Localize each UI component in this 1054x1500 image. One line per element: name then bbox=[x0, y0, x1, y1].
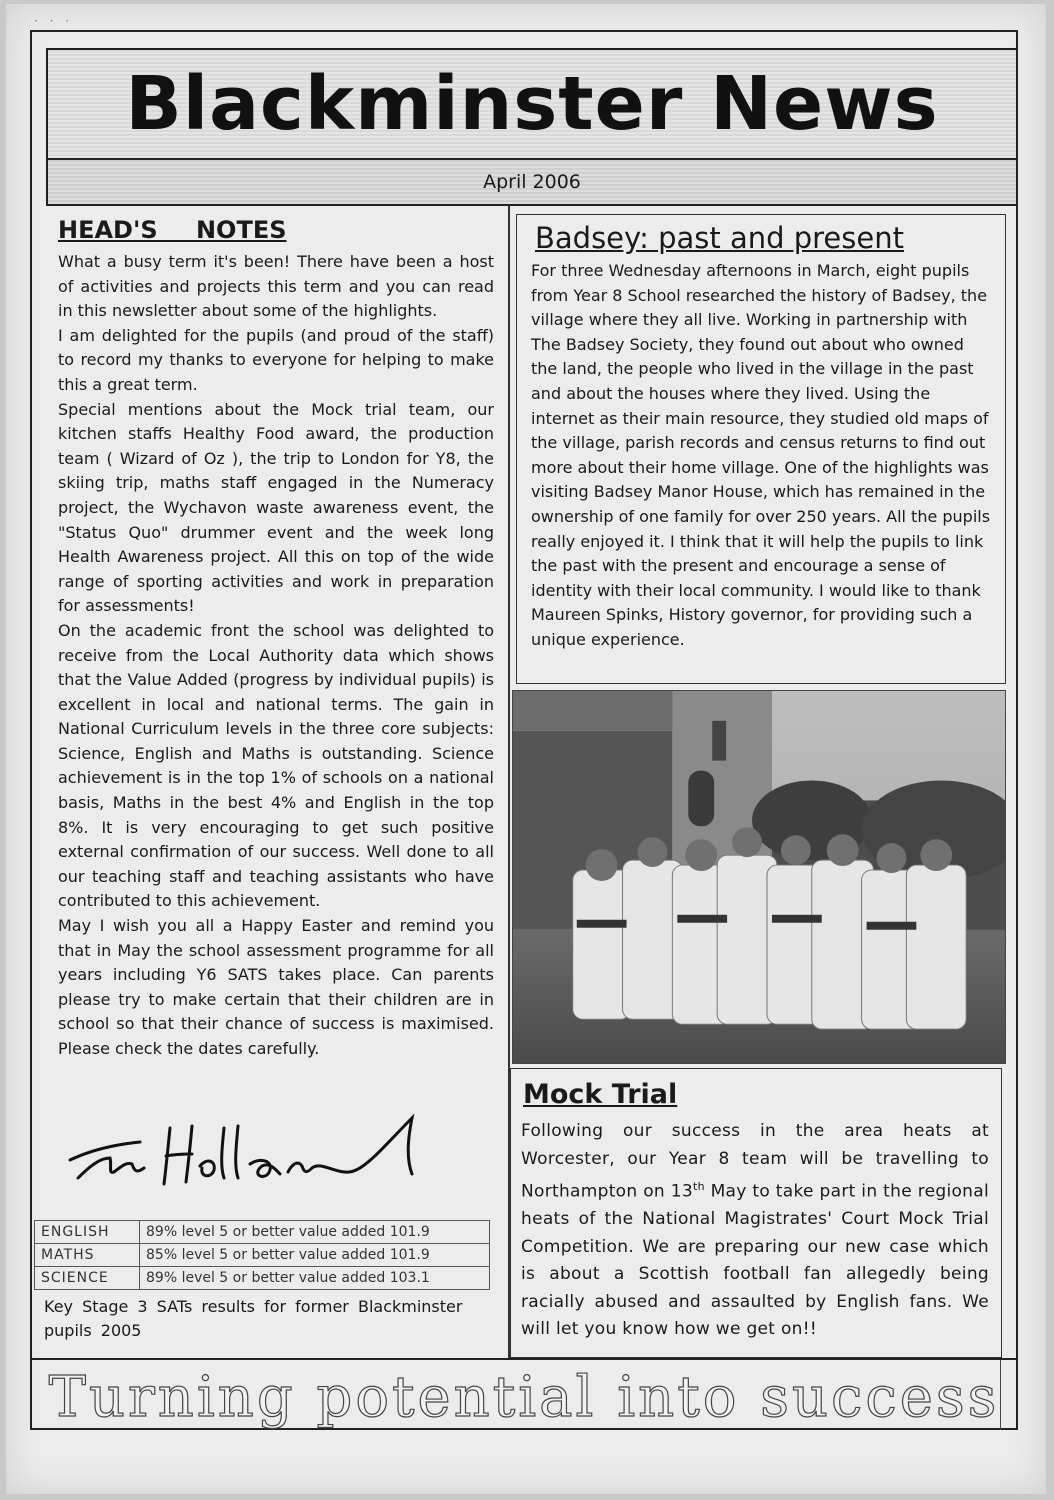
mock-trial-body bbox=[521, 1118, 989, 1344]
mock-trial-text: May to take part in the regional heats of the National Magistrates' Court Mock Trial Competition. We are preparing our new case which is about a Scottish football fan allegedly being racially abused and assaulted by English fans. We will let you know how we get on!! bbox=[521, 1181, 989, 1340]
heads-notes-paragraph: Special mentions about the Mock trial team, our kitchen staffs Healthy Food award, the production team ( Wizard of Oz ), the trip to London for Y8, the skiing trip, maths staff engaged in the Numeracy project, the Wychavon waste awareness event, the "Status Quo" drummer event and the week long Health Awareness project. All this on top of the wide range of sporting activities and work in preparation for assessments! bbox=[58, 399, 494, 616]
result-cell: 89% level 5 or better value added 103.1 bbox=[140, 1267, 490, 1290]
results-caption: Key Stage 3 SATs results for former Blackminster pupils 2005 bbox=[44, 1297, 463, 1340]
motto-band bbox=[30, 1358, 1018, 1430]
pupils-church-photo bbox=[512, 690, 1006, 1064]
date-suffix: th bbox=[692, 1180, 705, 1193]
mock-trial-article bbox=[510, 1068, 1002, 1358]
headteacher-signature bbox=[40, 1108, 480, 1198]
table-row bbox=[35, 1244, 490, 1267]
table-row bbox=[35, 1267, 490, 1290]
subject-cell: ENGLISH bbox=[35, 1221, 140, 1244]
heads-notes-body bbox=[58, 250, 494, 1062]
mock-trial-text: Following our success in the area heats at Worcester, our Year 8 team will be travelling to Northampton on 13 bbox=[521, 1121, 989, 1202]
newsletter-title: Blackminster News bbox=[125, 61, 939, 147]
heads-notes-section bbox=[58, 216, 494, 1062]
result-cell: 85% level 5 or better value added 101.9 bbox=[140, 1244, 490, 1267]
badsey-article bbox=[516, 214, 1006, 684]
mock-trial-title: Mock Trial bbox=[523, 1079, 678, 1110]
table-row bbox=[35, 1221, 490, 1244]
subject-cell: SCIENCE bbox=[35, 1267, 140, 1290]
heads-notes-paragraph: What a busy term it's been! There have been a host of activities and projects this term and you can read in this newsletter about some of the highlights. bbox=[58, 252, 494, 321]
heads-notes-title: HEAD'S NOTES bbox=[58, 216, 287, 244]
issue-date: April 2006 bbox=[46, 160, 1018, 206]
heads-notes-paragraph: On the academic front the school was delighted to receive from the Local Authority data which shows that the Value Added (progress by individual pupils) is excellent in local and national terms. The gain in National Curriculum levels in the three core subjects: Science, English and Maths is outstanding. Science achievement is in the top 1% of schools on a national basis, Maths in the best 4% and English in the top 8%. It is very encouraging to get such positive external confirmation of our success. Well done to all our teaching staff and teaching assistants who have contributed to this achievement. bbox=[58, 620, 494, 911]
subject-cell: MATHS bbox=[35, 1244, 140, 1267]
badsey-title: Badsey: past and present bbox=[535, 221, 904, 255]
school-motto: Turning potential into success bbox=[48, 1364, 1000, 1430]
heads-notes-paragraph: I am delighted for the pupils (and proud of the staff) to record my thanks to everyone for helping to make this a great term. bbox=[58, 325, 494, 394]
sats-results-table bbox=[34, 1220, 490, 1290]
badsey-body: For three Wednesday afternoons in March, eight pupils from Year 8 School researched the history of Badsey, the village where they all live. Working in partnership with The Badsey Society, they found out about who owned the land, the people who lived in the village in the past and about the houses where they lived. Using the internet as their main resource, they studied old maps of the village, parish records and census returns to find out more about their home village. One of the highlights was visiting Badsey Manor House, which has remained in the ownership of one family for over 250 years. All the pupils really enjoyed it. I think that it will help the pupils to link the past with the present and encourage a sense of identity with their local community. I would like to thank Maureen Spinks, History governor, for providing such a unique experience. bbox=[531, 261, 991, 649]
punch-marks: · · · bbox=[34, 14, 74, 28]
heads-notes-paragraph: May I wish you all a Happy Easter and remind you that in May the school assessment programme for all years including Y6 SATS takes place. Can parents please try to make certain that their children are in school so that their chance of success is maximised. Please check the dates carefully. bbox=[58, 916, 494, 1058]
masthead bbox=[46, 48, 1018, 160]
result-cell: 89% level 5 or better value added 101.9 bbox=[140, 1221, 490, 1244]
